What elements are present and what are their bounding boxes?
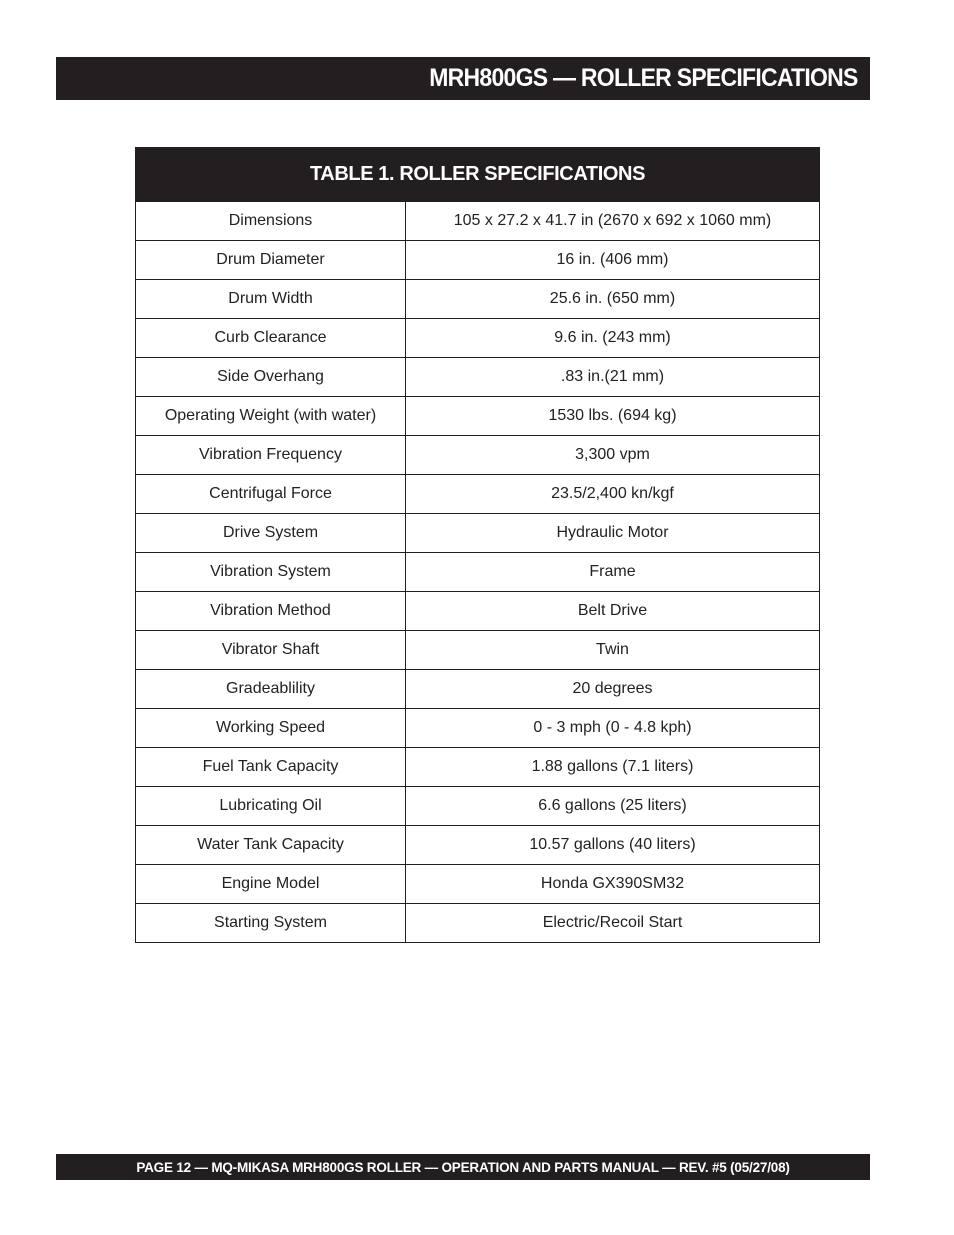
spec-value: 23.5/2,400 kn/kgf (406, 475, 820, 514)
spec-value: 1.88 gallons (7.1 liters) (406, 748, 820, 787)
spec-label: Curb Clearance (136, 319, 406, 358)
table-row (136, 865, 820, 904)
table-row (136, 202, 820, 241)
spec-value: 20 degrees (406, 670, 820, 709)
spec-label: Vibration Method (136, 592, 406, 631)
spec-value: Honda GX390SM32 (406, 865, 820, 904)
spec-label: Side Overhang (136, 358, 406, 397)
table-row (136, 358, 820, 397)
spec-label: Dimensions (136, 202, 406, 241)
spec-label: Vibrator Shaft (136, 631, 406, 670)
spec-value: 105 x 27.2 x 41.7 in (2670 x 692 x 1060 mm) (406, 202, 820, 241)
page-title: MRH800GS — ROLLER SPECIFICATIONS (429, 64, 858, 92)
spec-value: Belt Drive (406, 592, 820, 631)
spec-label: Working Speed (136, 709, 406, 748)
spec-label: Operating Weight (with water) (136, 397, 406, 436)
spec-value: 9.6 in. (243 mm) (406, 319, 820, 358)
table-row (136, 826, 820, 865)
spec-value: 1530 lbs. (694 kg) (406, 397, 820, 436)
spec-value: 3,300 vpm (406, 436, 820, 475)
spec-value: 16 in. (406 mm) (406, 241, 820, 280)
table-row (136, 319, 820, 358)
spec-value: 0 - 3 mph (0 - 4.8 kph) (406, 709, 820, 748)
table-title: TABLE 1. ROLLER SPECIFICATIONS (136, 148, 820, 202)
roller-specifications-table (135, 147, 820, 943)
table-row (136, 241, 820, 280)
table-row (136, 904, 820, 943)
spec-label: Vibration System (136, 553, 406, 592)
spec-value: Electric/Recoil Start (406, 904, 820, 943)
spec-label: Gradeablility (136, 670, 406, 709)
table-title-row (136, 148, 820, 202)
table-row (136, 436, 820, 475)
table-row (136, 280, 820, 319)
table-row (136, 475, 820, 514)
table-row (136, 397, 820, 436)
spec-value: 10.57 gallons (40 liters) (406, 826, 820, 865)
spec-label: Centrifugal Force (136, 475, 406, 514)
table-row (136, 748, 820, 787)
spec-label: Starting System (136, 904, 406, 943)
table-row (136, 553, 820, 592)
page-header-bar (56, 57, 870, 100)
spec-value: Frame (406, 553, 820, 592)
spec-value: Twin (406, 631, 820, 670)
spec-value: .83 in.(21 mm) (406, 358, 820, 397)
table-row (136, 514, 820, 553)
spec-label: Lubricating Oil (136, 787, 406, 826)
page-footer-text: PAGE 12 — MQ-MIKASA MRH800GS ROLLER — OPERATION AND PARTS MANUAL — REV. #5 (05/27/08) (136, 1159, 790, 1175)
table-row (136, 709, 820, 748)
spec-label: Drive System (136, 514, 406, 553)
spec-label: Fuel Tank Capacity (136, 748, 406, 787)
table-row (136, 631, 820, 670)
table-row (136, 670, 820, 709)
spec-label: Drum Diameter (136, 241, 406, 280)
spec-label: Drum Width (136, 280, 406, 319)
spec-value: 25.6 in. (650 mm) (406, 280, 820, 319)
table-row (136, 592, 820, 631)
spec-label: Vibration Frequency (136, 436, 406, 475)
spec-value: 6.6 gallons (25 liters) (406, 787, 820, 826)
page-footer-bar (56, 1154, 870, 1180)
table-row (136, 787, 820, 826)
spec-value: Hydraulic Motor (406, 514, 820, 553)
spec-label: Water Tank Capacity (136, 826, 406, 865)
spec-label: Engine Model (136, 865, 406, 904)
